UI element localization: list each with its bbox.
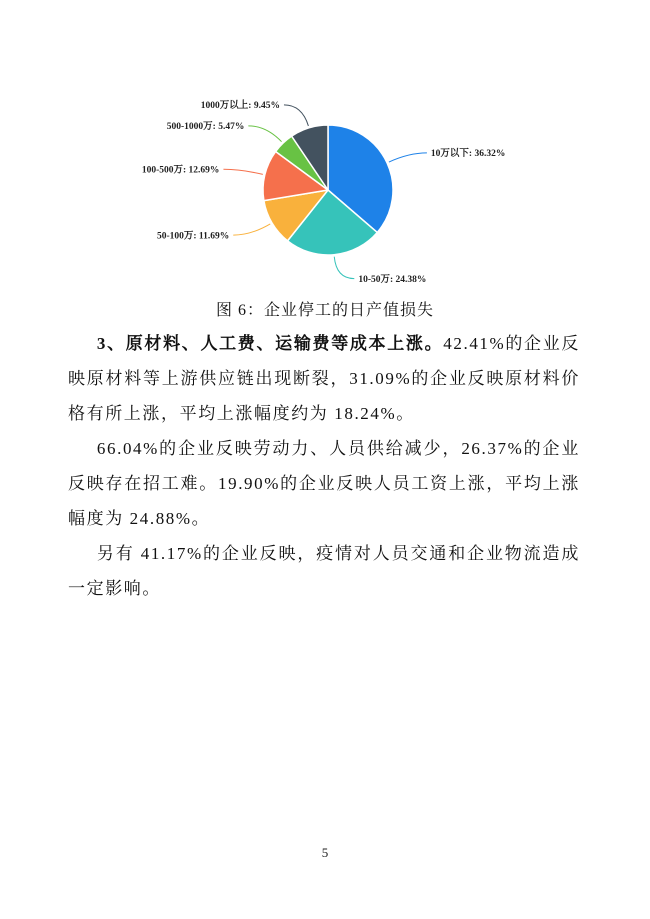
paragraph-bold-lead: 3、原材料、人工费、运输费等成本上涨。	[96, 334, 444, 353]
slice-label-10万以下: 10万以下: 36.32%	[430, 149, 506, 160]
figure-caption: 图 6：企业停工的日产值损失	[215, 302, 434, 319]
slice-label-500-1000万: 500-1000万: 5.47%	[166, 122, 245, 133]
leader-line-100-500万	[223, 169, 262, 174]
paragraph-text: 66.04%的企业反映劳动力、人员供给减少，26.37%的企业反映存在招工难。19.90%的企业反映人员工资上涨，平均上涨幅度为 24.88%。	[68, 439, 580, 528]
pie-chart-svg	[60, 85, 590, 300]
leader-line-50-100万	[233, 224, 270, 235]
body-paragraph	[68, 326, 580, 431]
body-paragraph	[68, 536, 580, 606]
leader-line-10-50万	[334, 257, 354, 279]
paragraph-text: 另有 41.17%的企业反映，疫情对人员交通和企业物流造成一定影响。	[68, 544, 580, 598]
body-text-block	[68, 326, 580, 606]
pie-chart	[60, 85, 590, 300]
leader-line-10万以下	[389, 153, 427, 162]
slice-label-10-50万: 10-50万: 24.38%	[358, 274, 427, 285]
slice-label-50-100万: 50-100万: 11.69%	[156, 231, 230, 242]
slice-label-1000万以上: 1000万以上: 9.45%	[200, 101, 280, 112]
body-paragraph	[68, 431, 580, 536]
paragraph-text: 42.41%的企业反映原材料等上游供应链出现断裂，31.09%的企业反映原材料价格有所上涨，平均上涨幅度约为 18.24%。	[68, 334, 580, 423]
page-number: 5	[321, 845, 329, 860]
leader-line-1000万以上	[284, 105, 308, 126]
leader-line-500-1000万	[248, 126, 281, 142]
slice-label-100-500万: 100-500万: 12.69%	[141, 165, 220, 176]
